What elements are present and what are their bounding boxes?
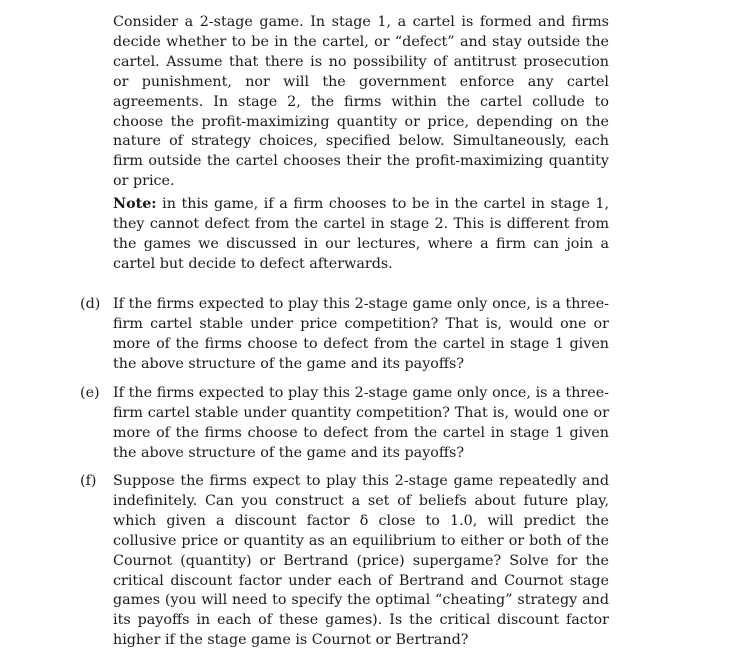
question-label: (d) xyxy=(80,296,101,312)
question-text: Suppose the firms expect to play this 2-stage game repeatedly and indefinitely. Can you construct a set of beliefs about future play, which given a discount factor δ close to 1.0, will predict the collusive price or quantity as an equilibrium to either or both of the Cournot (quantity) or Bertrand (price) supergame? Solve for the critical discount factor under each of Bertrand and Cournot stage games (you will need to specify the optimal “cheating” strategy and its payoffs in each of these games). Is the critical discount factor higher if the stage game is Cournot or Bertrand? xyxy=(113,473,609,649)
note-text: in this game, if a firm chooses to be in the cartel in stage 1, they cannot defect from the cartel in stage 2. This is different from the games we discussed in our lectures, where a firm can join a cartel but decide to defect afterwards. xyxy=(113,196,609,272)
intro-paragraph: Consider a 2-stage game. In stage 1, a cartel is formed and firms decide whether to be in the cartel, or “defect” and stay outside the cartel. Assume that there is no possibility of antitrust prosecution or punishment, nor will the government enforce any cartel agreements. In stage 2, the firms within the cartel collude to choose the profit-maximizing quantity or price, depending on the nature of strategy choices, specified below. Simultaneously, each firm outside the cartel chooses their the profit-maximizing quantity or price. xyxy=(113,14,609,190)
question-label: (e) xyxy=(80,385,100,401)
question-text: If the firms expected to play this 2-stage game only once, is a three-firm cartel stable under quantity competition? That is, would one or more of the firms choose to defect from the cartel in stage 1 given the above structure of the game and its payoffs? xyxy=(113,385,609,461)
question-text: If the firms expected to play this 2-stage game only once, is a three-firm cartel stable under price competition? That is, would one or more of the firms choose to defect from the cartel in stage 1 given the above structure of the game and its payoffs? xyxy=(113,296,609,372)
note-label: Note: xyxy=(113,196,157,212)
question-label: (f) xyxy=(80,473,97,489)
note-paragraph xyxy=(113,195,609,275)
